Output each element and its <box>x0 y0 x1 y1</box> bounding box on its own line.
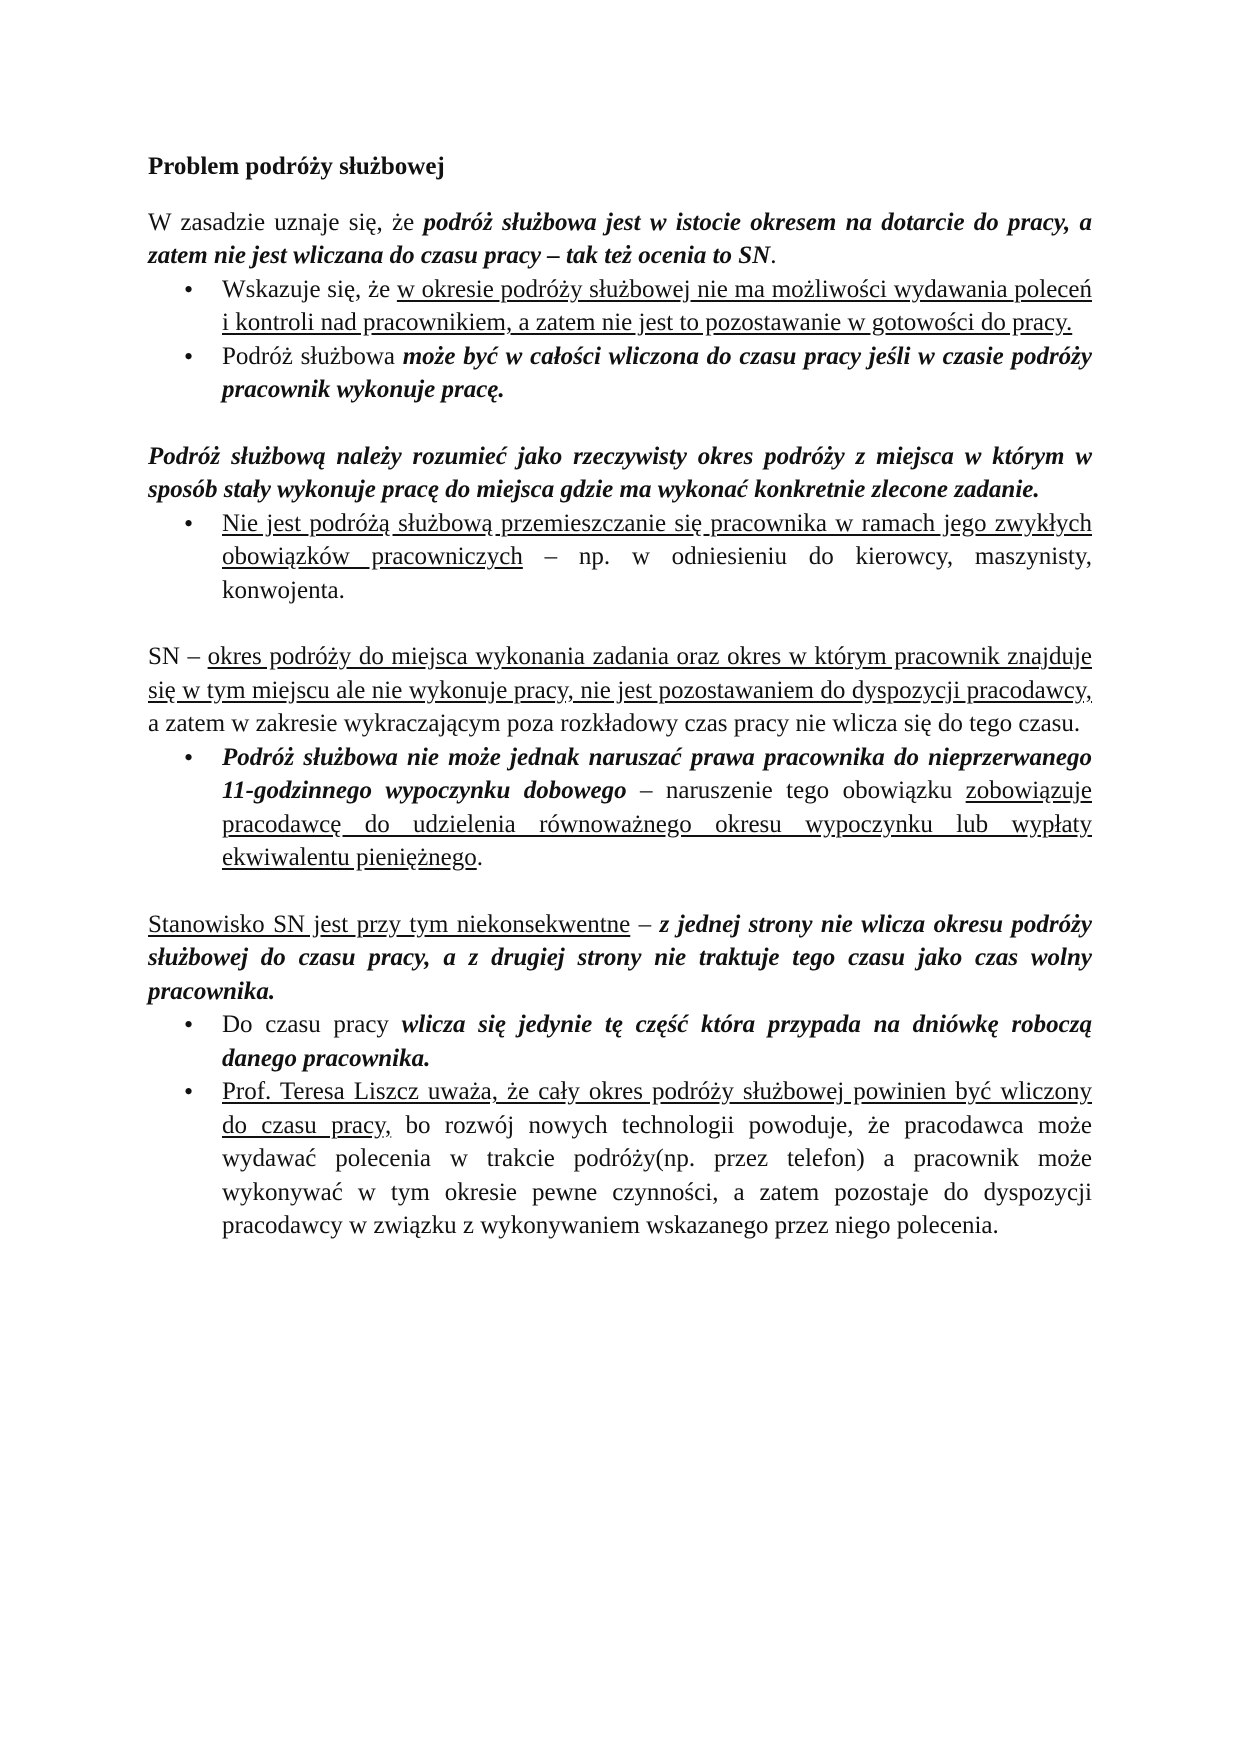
paragraph-sn <box>148 640 1092 741</box>
bullet-text: Wskazuje się, że <box>222 275 397 303</box>
paragraph-stanowisko <box>148 908 1092 1009</box>
bullet-emphasis: Podróż służbowa nie może jednak naruszać prawa pracownika do nieprzerwanego 11-godzinnego wypoczynku dobowego <box>222 743 1092 804</box>
bullet-text: – naruszenie tego obowiązku <box>626 777 966 804</box>
list-item <box>222 340 1092 407</box>
paragraph-intro <box>148 206 1092 273</box>
bullet-emphasis: może być w całości wliczona do czasu pracy jeśli w czasie podróży pracownik wykonuje pracę. <box>222 342 1092 403</box>
bullet-list-2 <box>148 507 1092 608</box>
bullet-text: bo rozwój nowych technologii powoduje, że pracodawca może wydawać polecenia w trakcie podróży(np. przez telefon) a pracownik może wykonywać w tym okresie pewne czynności, a zatem pozostaje do dyspozycji pracodawcy w związku z wykonywaniem wskazanego przez niego polecenia. <box>222 1111 1092 1239</box>
stanowisko-underlined: Stanowisko SN jest przy tym niekonsekwentne <box>148 910 631 938</box>
bullet-text: Podróż służbowa <box>222 342 403 370</box>
sn-label: SN – <box>148 643 208 670</box>
list-item <box>222 1008 1092 1075</box>
bullet-list-4 <box>148 1008 1092 1243</box>
bullet-text: Do czasu pracy <box>222 1011 402 1038</box>
spacer <box>148 407 1092 440</box>
list-item <box>222 507 1092 608</box>
intro-text: W zasadzie uznaje się, że <box>148 208 424 236</box>
sn-underlined: okres podróży do miejsca wykonania zadania oraz okres w którym pracownik znajduje się w tym miejscu ale nie wykonuje pracy, nie jest pozostawaniem do dyspozycji pracodawcy, <box>148 643 1092 704</box>
sn-text: a zatem w zakresie wykraczającym poza rozkładowy czas pracy nie wlicza się do tego czasu. <box>148 710 1081 737</box>
list-item <box>222 1075 1092 1243</box>
stanowisko-emphasis: z jednej strony nie wlicza okresu podróży służbowej do czasu pracy, a z drugiej strony nie traktuje tego czasu jako czas wolny pracownika. <box>148 910 1092 1005</box>
bullet-text: – np. w odniesieniu do kierowcy, maszynisty, konwojenta. <box>222 543 1092 604</box>
bullet-underlined: w okresie podróży służbowej nie ma możliwości wydawania poleceń i kontroli nad pracownikiem, a zatem nie jest to pozostawanie w gotowości do pracy. <box>222 275 1092 336</box>
paragraph-definition: Podróż służbową należy rozumieć jako rzeczywisty okres podróży z miejsca w którym w sposób stały wykonuje pracę do miejsca gdzie ma wykonać konkretnie zlecone zadanie. <box>148 442 1092 503</box>
document-body <box>148 150 1092 1243</box>
intro-emphasis: podróż służbowa jest w istocie okresem na dotarcie do pracy, a zatem nie jest wliczana do czasu pracy – tak też ocenia to SN <box>148 208 1092 269</box>
list-item <box>222 741 1092 875</box>
bullet-end: . <box>476 844 484 871</box>
bullet-underlined: zobowiązuje pracodawcę do udzielenia równoważnego okresu wypoczynku lub wypłaty ekwiwalentu pieniężnego <box>222 777 1092 871</box>
spacer <box>148 875 1092 908</box>
bullet-list-3 <box>148 741 1092 875</box>
spacer <box>148 607 1092 640</box>
page-title: Problem podróży służbowej <box>148 153 445 180</box>
bullet-underlined: Nie jest podróżą służbową przemieszczanie się pracownika w ramach jego zwykłych obowiązków pracowniczych <box>222 509 1092 570</box>
stanowisko-dash: – <box>630 910 660 938</box>
bullet-emphasis: wlicza się jedynie tę część która przypada na dniówkę roboczą danego pracownika. <box>222 1011 1092 1072</box>
intro-end: . <box>770 242 777 269</box>
bullet-underlined: Prof. Teresa Liszcz uważa, że cały okres podróży służbowej powinien być wliczony do czasu pracy, <box>222 1078 1092 1139</box>
list-item <box>222 273 1092 340</box>
bullet-list-1 <box>148 273 1092 407</box>
